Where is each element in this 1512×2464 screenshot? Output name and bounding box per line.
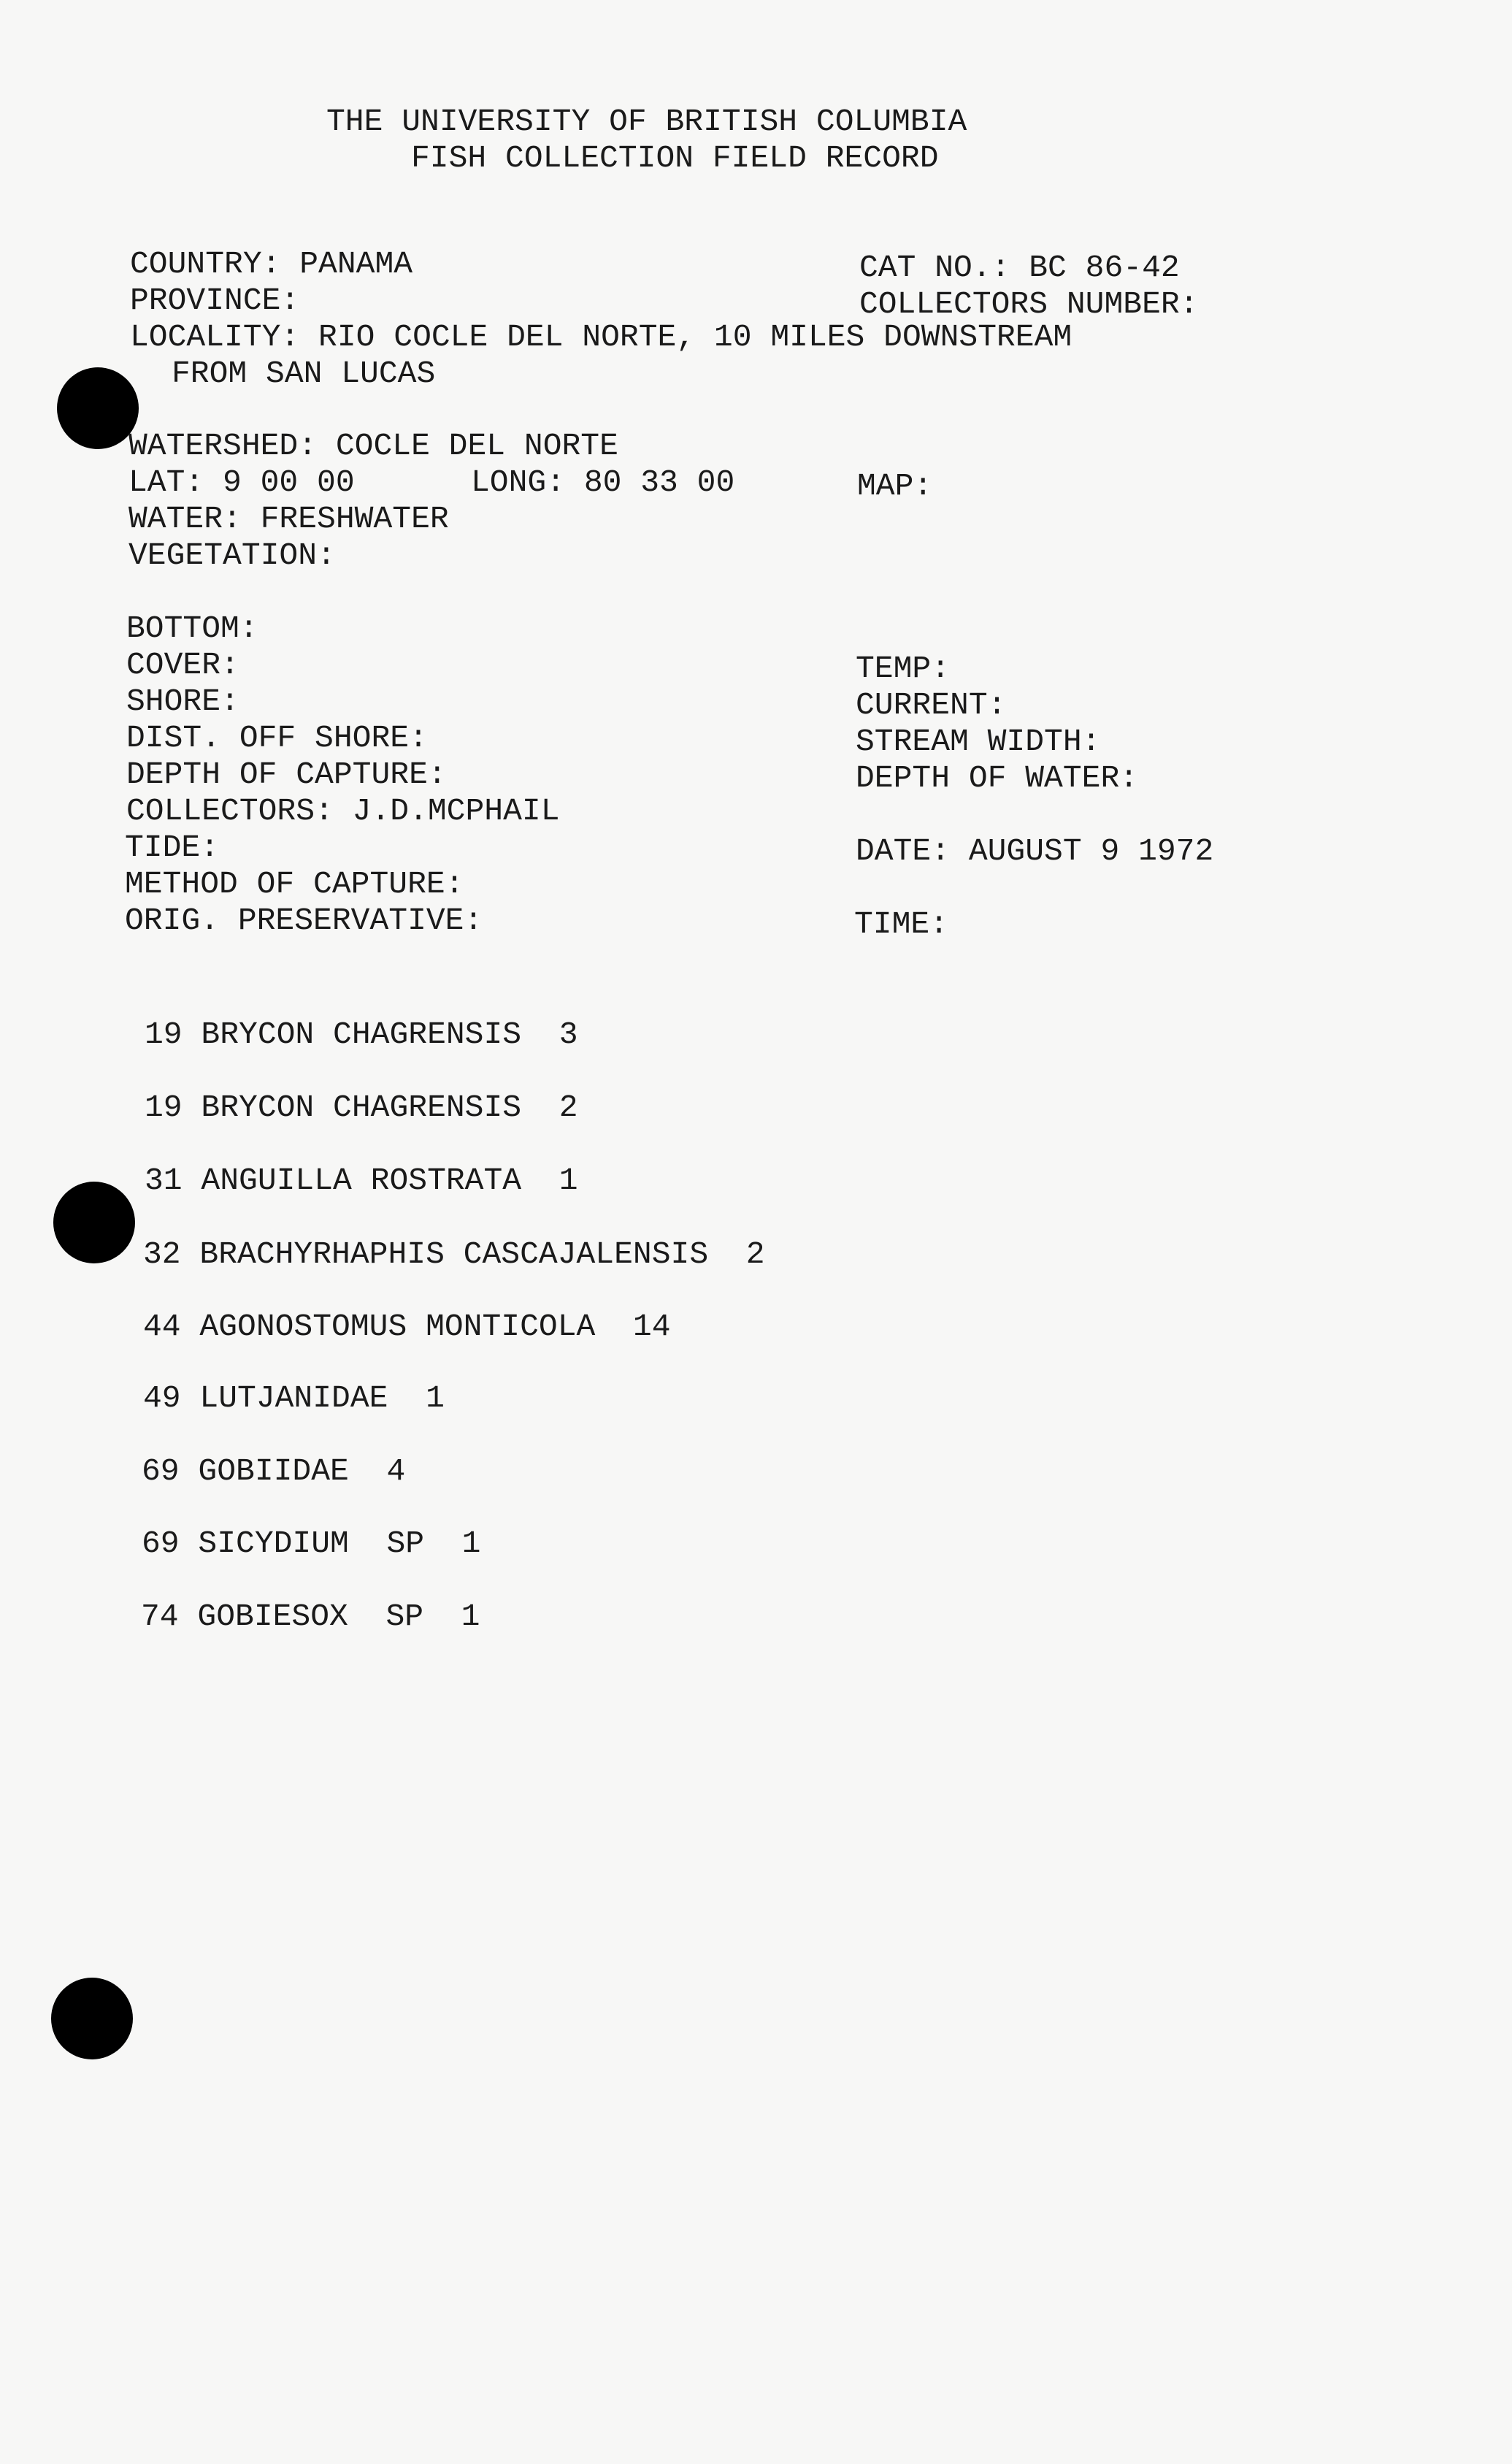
- cat-no-field: CAT NO.: BC 86-42: [859, 250, 1180, 286]
- specimen-line: 19 BRYCON CHAGRENSIS 2: [145, 1090, 578, 1125]
- method-of-capture-field: METHOD OF CAPTURE:: [125, 866, 464, 902]
- country-field: COUNTRY: PANAMA: [130, 246, 413, 282]
- temp-field: TEMP:: [856, 651, 951, 686]
- orig-preservative-field: ORIG. PRESERVATIVE:: [125, 903, 483, 938]
- stream-width-field: STREAM WIDTH:: [856, 724, 1101, 760]
- punch-hole-bottom: [51, 1978, 133, 2059]
- collectors-field: COLLECTORS: J.D.MCPHAIL: [126, 793, 560, 829]
- time-field: TIME:: [854, 906, 949, 942]
- province-field: PROVINCE:: [130, 283, 300, 318]
- specimen-line: 74 GOBIESOX SP 1: [141, 1599, 480, 1634]
- watershed-field: WATERSHED: COCLE DEL NORTE: [128, 428, 618, 464]
- date-field: DATE: AUGUST 9 1972: [856, 833, 1214, 869]
- vegetation-field: VEGETATION:: [128, 537, 336, 573]
- specimen-line: 44 AGONOSTOMUS MONTICOLA 14: [143, 1309, 671, 1344]
- specimen-line: 69 SICYDIUM SP 1: [142, 1526, 481, 1561]
- header-subtitle: FISH COLLECTION FIELD RECORD: [411, 140, 939, 176]
- map-field: MAP:: [857, 468, 933, 504]
- depth-of-capture-field: DEPTH OF CAPTURE:: [126, 757, 447, 792]
- cover-field: COVER:: [126, 647, 239, 683]
- locality-continuation: FROM SAN LUCAS: [172, 356, 436, 391]
- punch-hole-middle: [53, 1182, 135, 1263]
- latitude-field: LAT: 9 00 00: [128, 464, 355, 500]
- shore-field: SHORE:: [126, 684, 239, 719]
- specimen-line: 32 BRACHYRHAPHIS CASCAJALENSIS 2: [143, 1236, 765, 1272]
- specimen-line: 19 BRYCON CHAGRENSIS 3: [145, 1017, 578, 1052]
- bottom-field: BOTTOM:: [126, 611, 258, 646]
- locality-field: LOCALITY: RIO COCLE DEL NORTE, 10 MILES DOWNSTREAM: [130, 319, 1072, 355]
- current-field: CURRENT:: [856, 687, 1007, 723]
- water-field: WATER: FRESHWATER: [128, 501, 449, 537]
- tide-field: TIDE:: [125, 830, 220, 865]
- specimen-line: 31 ANGUILLA ROSTRATA 1: [145, 1163, 578, 1198]
- header-title: THE UNIVERSITY OF BRITISH COLUMBIA: [326, 104, 967, 139]
- punch-hole-top: [57, 367, 139, 449]
- depth-of-water-field: DEPTH OF WATER:: [856, 760, 1139, 796]
- specimen-line: 69 GOBIIDAE 4: [142, 1453, 406, 1489]
- specimen-line: 49 LUTJANIDAE 1: [143, 1380, 445, 1416]
- longitude-field: LONG: 80 33 00: [471, 464, 735, 500]
- collectors-number-field: COLLECTORS NUMBER:: [859, 286, 1199, 322]
- dist-off-shore-field: DIST. OFF SHORE:: [126, 720, 428, 756]
